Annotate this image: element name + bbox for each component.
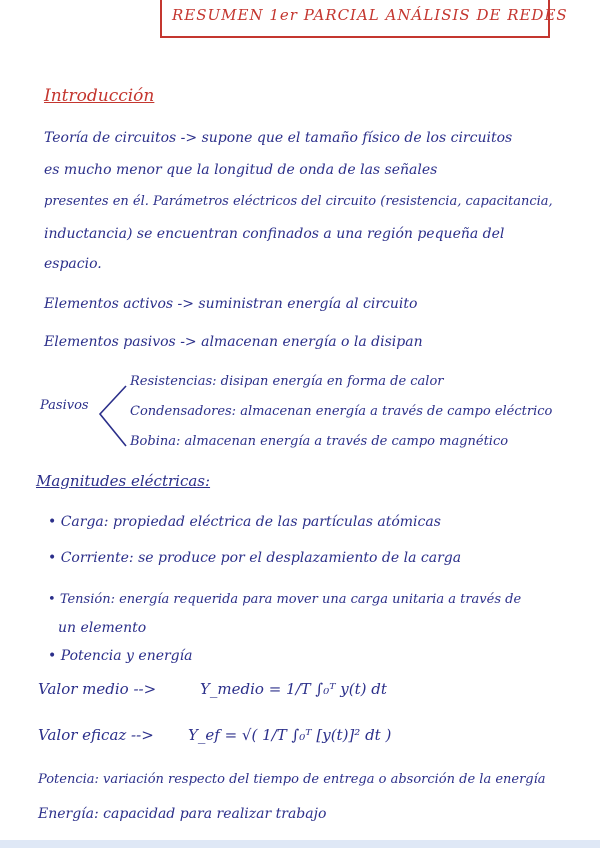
pasivo-item: Condensadores: almacenan energía a través de campo eléctrico	[130, 404, 553, 419]
element-line: Elementos pasivos -> almacenan energía o la disipan	[44, 334, 423, 350]
pasivos-label: Pasivos	[40, 398, 89, 413]
section-heading-intro: Introducción	[44, 86, 155, 106]
element-line: Elementos activos -> suministran energía al circuito	[44, 296, 418, 312]
section-heading-magnitudes: Magnitudes eléctricas:	[36, 472, 211, 490]
formula-eficaz: Y_ef = √( 1/T ∫₀ᵀ [y(t)]² dt )	[188, 726, 392, 744]
intro-line: presentes en él. Parámetros eléctricos del circuito (resistencia, capacitancia,	[44, 194, 553, 209]
formula-eficaz-label: Valor eficaz -->	[38, 726, 154, 744]
page-title: RESUMEN 1er PARCIAL ANÁLISIS DE REDES	[172, 6, 568, 24]
magnitude-item: • Tensión: energía requerida para mover una carga unitaria a través de	[48, 592, 521, 607]
formula-medio: Y_medio = 1/T ∫₀ᵀ y(t) dt	[200, 680, 387, 698]
pasivo-item: Bobina: almacenan energía a través de campo magnético	[130, 434, 509, 449]
intro-line: espacio.	[44, 256, 102, 272]
magnitude-item: • Potencia y energía	[48, 648, 192, 664]
page-bottom-bar	[0, 840, 600, 848]
pasivo-item: Resistencias: disipan energía en forma de calor	[130, 374, 444, 389]
magnitude-item-cont: un elemento	[58, 620, 147, 636]
intro-line: es mucho menor que la longitud de onda de las señales	[44, 162, 438, 178]
intro-line: Teoría de circuitos -> supone que el tamaño físico de los circuitos	[44, 130, 513, 146]
magnitude-item: • Carga: propiedad eléctrica de las partículas atómicas	[48, 514, 441, 530]
formula-medio-label: Valor medio -->	[38, 680, 157, 698]
definition-line: Energía: capacidad para realizar trabajo	[38, 806, 327, 822]
intro-line: inductancia) se encuentran confinados a una región pequeña del	[44, 226, 505, 242]
definition-line: Potencia: variación respecto del tiempo de entrega o absorción de la energía	[38, 772, 546, 787]
magnitude-item: • Corriente: se produce por el desplazamiento de la carga	[48, 550, 461, 566]
brace-icon	[92, 380, 130, 452]
